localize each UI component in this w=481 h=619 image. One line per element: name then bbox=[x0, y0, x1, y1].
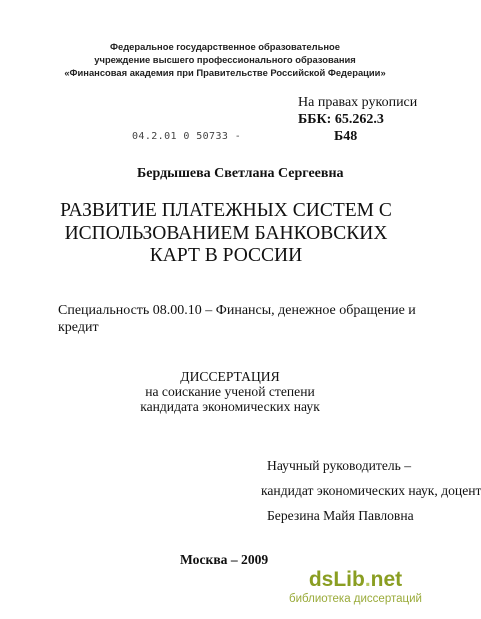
specialty bbox=[58, 302, 416, 336]
library-stamp-number: 04.2.01 0 50733 - bbox=[132, 131, 242, 142]
dissertation-type bbox=[140, 369, 320, 414]
degree-purpose-line-1: на соискание ученой степени bbox=[145, 384, 315, 399]
bbk-code: ББК: 65.262.3 bbox=[298, 112, 384, 127]
city-year: Москва – 2009 bbox=[180, 552, 269, 567]
watermark-subtitle: библиотека диссертаций bbox=[289, 593, 422, 605]
title-line-2: ИСПОЛЬЗОВАНИЕМ БАНКОВСКИХ bbox=[64, 222, 388, 244]
institution-header bbox=[40, 40, 410, 79]
manuscript-rights-label: На правах рукописи bbox=[298, 95, 418, 110]
dissertation-title bbox=[40, 200, 412, 268]
title-line-1: РАЗВИТИЕ ПЛАТЕЖНЫХ СИСТЕМ С bbox=[60, 200, 392, 221]
watermark-logo-tld: net bbox=[370, 568, 403, 591]
supervisor-degree: кандидат экономических наук, доцент bbox=[261, 483, 481, 498]
author-mark-code: Б48 bbox=[334, 129, 358, 144]
specialty-line-2: кредит bbox=[58, 320, 99, 335]
supervisor-name: Березина Майя Павловна bbox=[267, 508, 414, 523]
author-name: Бердышева Светлана Сергеевна bbox=[137, 166, 344, 181]
supervisor-block bbox=[261, 453, 481, 528]
specialty-line-1: Специальность 08.00.10 – Финансы, денежное обращение и bbox=[58, 303, 416, 318]
watermark-logo bbox=[268, 568, 443, 592]
institution-line-3: «Финансовая академия при Правительстве Российской Федерации» bbox=[64, 67, 386, 78]
supervisor-role: Научный руководитель – bbox=[267, 458, 412, 473]
watermark-logo-main: dsLib bbox=[308, 568, 365, 591]
dissertation-label: ДИССЕРТАЦИЯ bbox=[180, 369, 280, 384]
degree-purpose-line-2: кандидата экономических наук bbox=[140, 399, 320, 414]
title-line-3: КАРТ В РОССИИ bbox=[149, 245, 303, 266]
institution-line-1: Федеральное государственное образовательное bbox=[110, 41, 340, 52]
manuscript-rights-block bbox=[298, 94, 417, 145]
watermark-logo-dot: . bbox=[364, 568, 371, 591]
dslib-watermark bbox=[268, 568, 443, 606]
institution-line-2: учреждение высшего профессионального образования bbox=[94, 54, 356, 65]
